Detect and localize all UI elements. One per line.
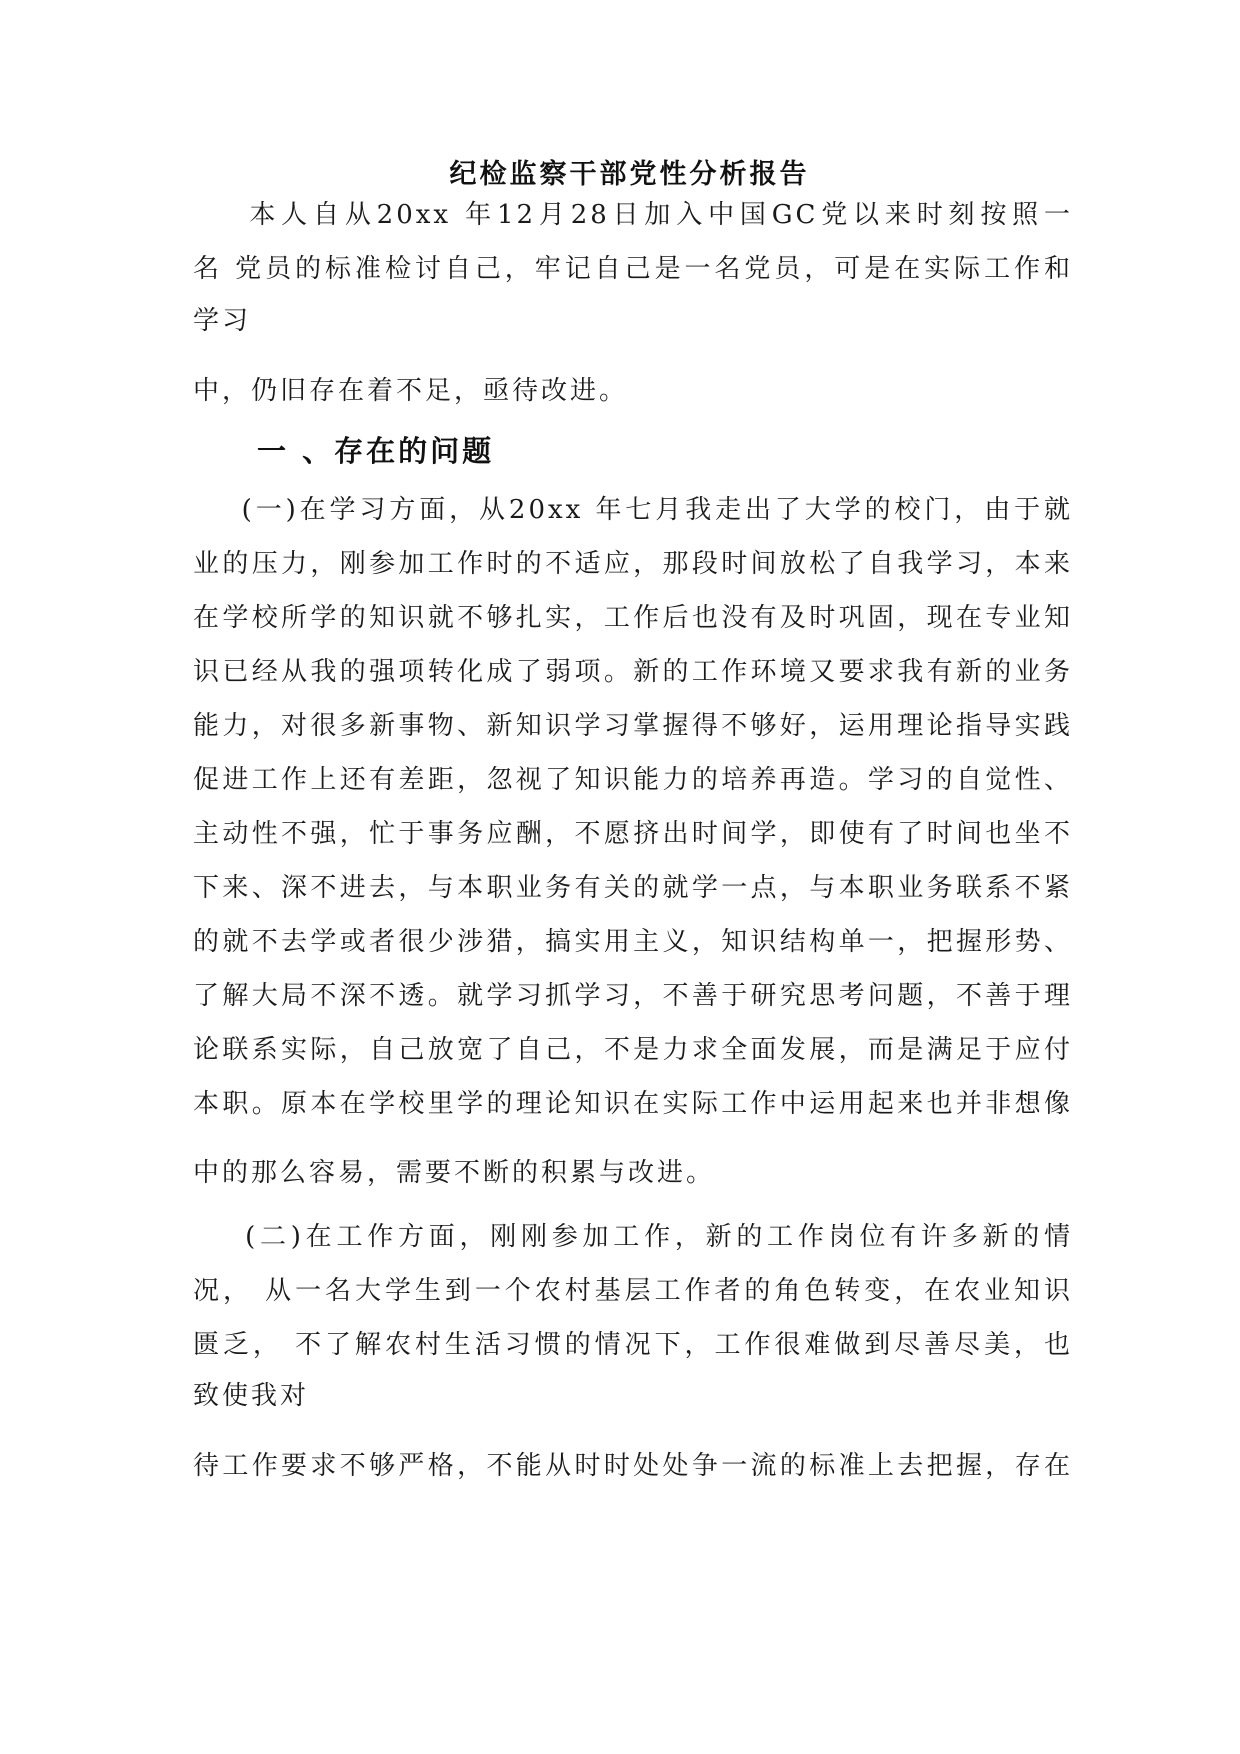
body-line: 在学校所学的知识就不够扎实，工作后也没有及时巩固，现在专业知 (193, 603, 1073, 633)
body-line: (二)在工作方面，刚刚参加工作，新的工作岗位有许多新的情 (193, 1222, 1073, 1252)
body-line: 学习 (193, 306, 252, 336)
body-line: 待工作要求不够严格，不能从时时处处争一流的标准上去把握，存在 (193, 1451, 1073, 1481)
body-line: 致使我对 (193, 1381, 310, 1411)
body-line: 匮乏， 不了解农村生活习惯的情况下，工作很难做到尽善尽美，也 (193, 1330, 1073, 1360)
body-line: 识已经从我的强项转化成了弱项。新的工作环境又要求我有新的业务 (193, 657, 1073, 687)
document-title: 纪检监察干部党性分析报告 (449, 159, 810, 190)
body-line: (一)在学习方面，从20xx 年七月我走出了大学的校门，由于就 (193, 495, 1073, 525)
body-line: 本人自从20xx 年12月28日加入中国GC党以来时刻按照一 (193, 200, 1073, 230)
body-line: 业的压力，刚参加工作时的不适应，那段时间放松了自我学习，本来 (193, 549, 1073, 579)
body-line: 中的那么容易，需要不断的积累与改进。 (193, 1158, 716, 1188)
body-line: 中，仍旧存在着不足，亟待改进。 (193, 376, 629, 406)
body-line: 本职。原本在学校里学的理论知识在实际工作中运用起来也并非想像 (193, 1089, 1073, 1119)
body-line: 论联系实际，自己放宽了自己，不是力求全面发展，而是满足于应付 (193, 1035, 1073, 1065)
body-line: 下来、深不进去，与本职业务有关的就学一点，与本职业务联系不紧 (193, 873, 1073, 903)
body-line: 能力，对很多新事物、新知识学习掌握得不够好，运用理论指导实践 (193, 711, 1073, 741)
body-line: 况， 从一名大学生到一个农村基层工作者的角色转变，在农业知识 (193, 1276, 1073, 1306)
body-line: 了解大局不深不透。就学习抓学习，不善于研究思考问题，不善于理 (193, 981, 1073, 1011)
body-line: 促进工作上还有差距，忽视了知识能力的培养再造。学习的自觉性、 (193, 765, 1073, 795)
section-heading: 一 、存在的问题 (257, 434, 495, 468)
body-line: 的就不去学或者很少涉猎，搞实用主义，知识结构单一，把握形势、 (193, 927, 1073, 957)
body-line: 名 党员的标准检讨自己，牢记自己是一名党员，可是在实际工作和 (193, 254, 1073, 284)
body-line: 主动性不强，忙于事务应酬，不愿挤出时间学，即使有了时间也坐不 (193, 819, 1073, 849)
